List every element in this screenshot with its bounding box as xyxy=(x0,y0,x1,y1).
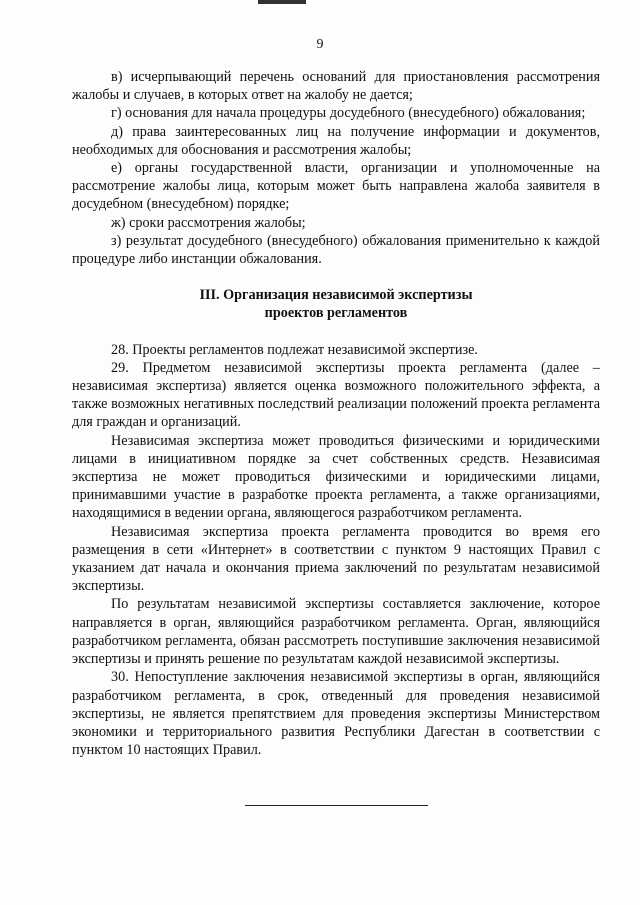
list-item-d: д) права заинтересованных лиц на получение информации и документов, необходимых для обоснования и рассмотрения жалобы; xyxy=(72,123,600,158)
section-heading xyxy=(72,286,600,322)
document-body xyxy=(72,68,600,759)
section-heading-line-2: проектов регламентов xyxy=(264,305,408,322)
page-number: 9 xyxy=(316,37,324,52)
list-item-zh: ж) сроки рассмотрения жалобы; xyxy=(111,214,306,231)
scan-mark xyxy=(258,0,306,4)
paragraph-30: 30. Непоступление заключения независимой экспертизы в орган, являющийся разработчиком регламента, в срок, отведенный для проведения независимой экспертизы, не является препятствием для проведения экспертизы Министерством экономики и территориального развития Республики Дагестан в соответствии с пунктом 10 настоящих Правил. xyxy=(72,669,600,759)
paragraph-29-expert-eligibility: Независимая экспертиза может проводиться физическими и юридическими лицами в инициативном порядке за счет собственных средств. Независимая экспертиза не может проводиться физическими и юридическими лицами, принимавшими участие в разработке проекта регламента, а также организациями, находящимися в ведении органа, являющегося разработчиком регламента. xyxy=(72,432,600,522)
paragraph-29-expert-conclusion: По результатам независимой экспертизы составляется заключение, которое направляется в орган, являющийся разработчиком регламента. Орган, являющийся разработчиком регламента, обязан рассмотреть поступившие заключения независимой экспертизы и принять решение по результатам каждой независимой экспертизы. xyxy=(72,596,600,668)
paragraph-29-expert-timing: Независимая экспертиза проекта регламента проводится во время его размещения в сети «Интернет» в соответствии с пунктом 9 настоящих Правил с указанием дат начала и окончания приема заключений по результатам независимой экспертизы. xyxy=(72,523,600,595)
list-item-v: в) исчерпывающий перечень оснований для приостановления рассмотрения жалобы и случаев, в которых ответ на жалобу не дается; xyxy=(72,69,600,104)
list-item-g: г) основания для начала процедуры досудебного (внесудебного) обжалования; xyxy=(111,105,586,122)
end-of-text-rule xyxy=(245,805,428,806)
paragraph-28: 28. Проекты регламентов подлежат независимой экспертизе. xyxy=(111,341,478,358)
list-item-e: е) органы государственной власти, организации и уполномоченные на рассмотрение жалобы лица, которым может быть направлена жалоба заявителя в досудебном (внесудебном) порядке; xyxy=(72,160,600,213)
section-heading-line-1: III. Организация независимой экспертизы xyxy=(199,287,473,304)
list-item-z: з) результат досудебного (внесудебного) обжалования применительно к каждой процедуре либо инстанции обжалования. xyxy=(72,232,600,268)
paragraph-29: 29. Предметом независимой экспертизы проекта регламента (далее – независимая экспертиза) является оценка возможного положительного эффекта, а также возможных негативных последствий реализации положений проекта регламента для граждан и организаций. xyxy=(72,359,600,431)
